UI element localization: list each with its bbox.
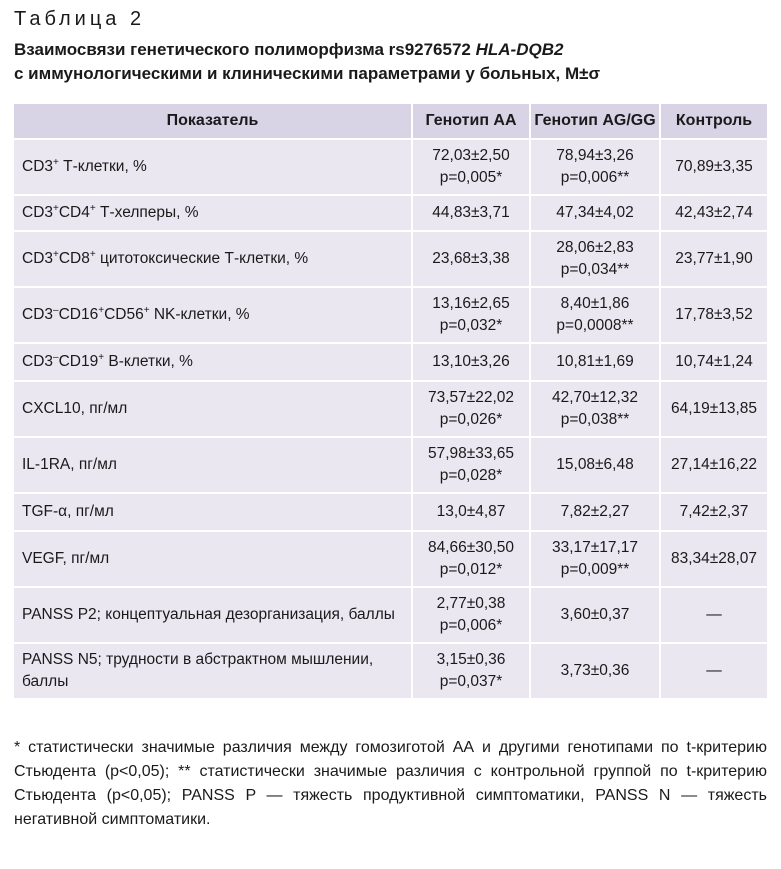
title-gene: HLA-DQB2 (475, 40, 564, 59)
cell-value: 8,40±1,86 (560, 295, 630, 312)
title-part-2: с иммунологическими и клиническими параметрами у больных, M±σ (14, 64, 601, 83)
indicator-text: цитотоксические Т-клетки, % (95, 250, 309, 267)
cell-value: 7,82±2,27 (560, 503, 630, 520)
indicator-text: В-клетки, % (104, 353, 193, 370)
cell-control: 83,34±28,07 (660, 531, 767, 587)
cell-control: — (660, 587, 767, 643)
indicator-text: CD4 (58, 204, 90, 221)
title-part-1: Взаимосвязи генетического полиморфизма rs9276572 (14, 40, 476, 59)
row-indicator (14, 643, 412, 699)
cell-p-value: p=0,009** (560, 561, 630, 578)
row-indicator (14, 587, 412, 643)
indicator-superscript: + (53, 203, 59, 214)
cell-control: 70,89±3,35 (660, 139, 767, 195)
cell-p-value: p=0,038** (560, 411, 630, 428)
indicator-text: CD3 (22, 353, 54, 370)
indicator-superscript: – (53, 352, 59, 363)
cell-value: 42,70±12,32 (551, 389, 639, 406)
cell-p-value: p=0,037* (439, 673, 503, 690)
cell-value: 33,17±17,17 (551, 539, 639, 556)
cell-p-value: p=0,006* (439, 617, 503, 634)
cell-value: 3,60±0,37 (560, 606, 630, 623)
header-indicator: Показатель (14, 104, 412, 139)
cell-genotype-ag-gg (530, 587, 660, 643)
cell-genotype-aa (412, 643, 530, 699)
indicator-text: Т-хелперы, % (95, 204, 199, 221)
cell-p-value: p=0,005* (439, 169, 503, 186)
row-indicator (14, 231, 412, 287)
indicator-superscript: + (143, 305, 150, 316)
table-row (14, 231, 767, 287)
cell-p-value: p=0,028* (439, 467, 503, 484)
cell-genotype-aa (412, 437, 530, 493)
cell-genotype-aa (412, 493, 530, 531)
cell-p-value: p=0,032* (439, 317, 503, 334)
cell-genotype-ag-gg (530, 531, 660, 587)
cell-genotype-aa (412, 587, 530, 643)
indicator-superscript: + (53, 157, 59, 168)
row-indicator (14, 343, 412, 381)
cell-value: 72,03±2,50 (432, 147, 510, 164)
indicator-text: CD19 (58, 353, 99, 370)
cell-value: 28,06±2,83 (556, 239, 634, 256)
table-row (14, 437, 767, 493)
row-indicator (14, 437, 412, 493)
cell-value: 10,81±1,69 (556, 353, 634, 370)
cell-control: 64,19±13,85 (660, 381, 767, 437)
header-genotype-aa: Генотип АА (412, 104, 530, 139)
cell-genotype-aa (412, 195, 530, 231)
indicator-text: IL-1RA, пг/мл (22, 456, 117, 473)
cell-p-value: p=0,034** (560, 261, 630, 278)
cell-value: 13,10±3,26 (432, 353, 510, 370)
cell-value: 13,0±4,87 (436, 503, 506, 520)
cell-control: 23,77±1,90 (660, 231, 767, 287)
row-indicator (14, 531, 412, 587)
data-table (14, 104, 767, 700)
cell-value: 57,98±33,65 (427, 445, 515, 462)
indicator-text: Т-клетки, % (58, 158, 147, 175)
table-row (14, 343, 767, 381)
cell-control: 17,78±3,52 (660, 287, 767, 343)
header-genotype-ag-gg: Генотип AG/GG (530, 104, 660, 139)
cell-value: 84,66±30,50 (427, 539, 515, 556)
cell-value: 15,08±6,48 (556, 456, 634, 473)
table-number: Таблица 2 (14, 8, 146, 30)
indicator-text: PANSS P2; концептуальная дезорганизация, баллы (22, 606, 395, 623)
table-row (14, 643, 767, 699)
indicator-superscript: + (98, 305, 105, 316)
cell-p-value: p=0,006** (560, 169, 630, 186)
cell-value: 3,15±0,36 (436, 651, 506, 668)
table-title (14, 38, 774, 86)
cell-control: — (660, 643, 767, 699)
table-row (14, 195, 767, 231)
cell-value: 2,77±0,38 (436, 595, 506, 612)
table-row (14, 587, 767, 643)
cell-control: 42,43±2,74 (660, 195, 767, 231)
cell-genotype-aa (412, 139, 530, 195)
cell-value: 3,73±0,36 (560, 662, 630, 679)
indicator-superscript: + (89, 249, 96, 260)
table-row (14, 287, 767, 343)
cell-genotype-ag-gg (530, 493, 660, 531)
cell-value: 73,57±22,02 (427, 389, 515, 406)
cell-value: 44,83±3,71 (432, 204, 510, 221)
cell-value: 78,94±3,26 (556, 147, 634, 164)
indicator-text: CXCL10, пг/мл (22, 400, 128, 417)
cell-genotype-aa (412, 287, 530, 343)
indicator-superscript: – (53, 305, 59, 316)
indicator-text: CD3 (22, 158, 54, 175)
header-row (14, 104, 767, 139)
indicator-superscript: + (53, 249, 59, 260)
cell-p-value: p=0,0008** (556, 317, 634, 334)
cell-genotype-aa (412, 531, 530, 587)
table-row (14, 139, 767, 195)
indicator-text: VEGF, пг/мл (22, 550, 110, 567)
indicator-text: TGF-α, пг/мл (22, 503, 114, 520)
header-control: Контроль (660, 104, 767, 139)
cell-control: 27,14±16,22 (660, 437, 767, 493)
cell-genotype-ag-gg (530, 287, 660, 343)
cell-value: 23,68±3,38 (432, 250, 510, 267)
cell-genotype-ag-gg (530, 437, 660, 493)
row-indicator (14, 139, 412, 195)
indicator-text: CD56 (104, 306, 144, 323)
indicator-text: CD8 (58, 250, 90, 267)
cell-genotype-ag-gg (530, 381, 660, 437)
indicator-text: PANSS N5; трудности в абстрактном мышлении, баллы (22, 651, 374, 690)
cell-p-value: p=0,012* (439, 561, 503, 578)
row-indicator (14, 381, 412, 437)
cell-genotype-aa (412, 381, 530, 437)
cell-p-value: p=0,026* (439, 411, 503, 428)
cell-value: 13,16±2,65 (432, 295, 510, 312)
row-indicator (14, 287, 412, 343)
cell-genotype-ag-gg (530, 139, 660, 195)
indicator-text: CD16 (58, 306, 99, 323)
table-row (14, 531, 767, 587)
indicator-text: CD3 (22, 306, 54, 323)
indicator-superscript: + (98, 352, 105, 363)
cell-genotype-ag-gg (530, 343, 660, 381)
cell-genotype-ag-gg (530, 231, 660, 287)
indicator-text: NK-клетки, % (149, 306, 250, 323)
cell-genotype-aa (412, 231, 530, 287)
row-indicator (14, 493, 412, 531)
row-indicator (14, 195, 412, 231)
cell-genotype-aa (412, 343, 530, 381)
table-row (14, 493, 767, 531)
cell-control: 10,74±1,24 (660, 343, 767, 381)
indicator-text: CD3 (22, 204, 54, 221)
cell-genotype-ag-gg (530, 643, 660, 699)
cell-value: 47,34±4,02 (556, 204, 634, 221)
table-row (14, 381, 767, 437)
table-footnote: * статистически значимые различия между гомозиготой АА и другими генотипами по t-критерию Стьюдента (p<0,05); ** статистически значимые различия с контрольной группой по t-критерию Стьюдента (p<0,05); PANSS P — тяжесть продуктивной симптоматики, PANSS N — тяжесть негативной симптоматики. (14, 739, 767, 828)
cell-genotype-ag-gg (530, 195, 660, 231)
indicator-text: CD3 (22, 250, 54, 267)
cell-control: 7,42±2,37 (660, 493, 767, 531)
indicator-superscript: + (89, 203, 96, 214)
